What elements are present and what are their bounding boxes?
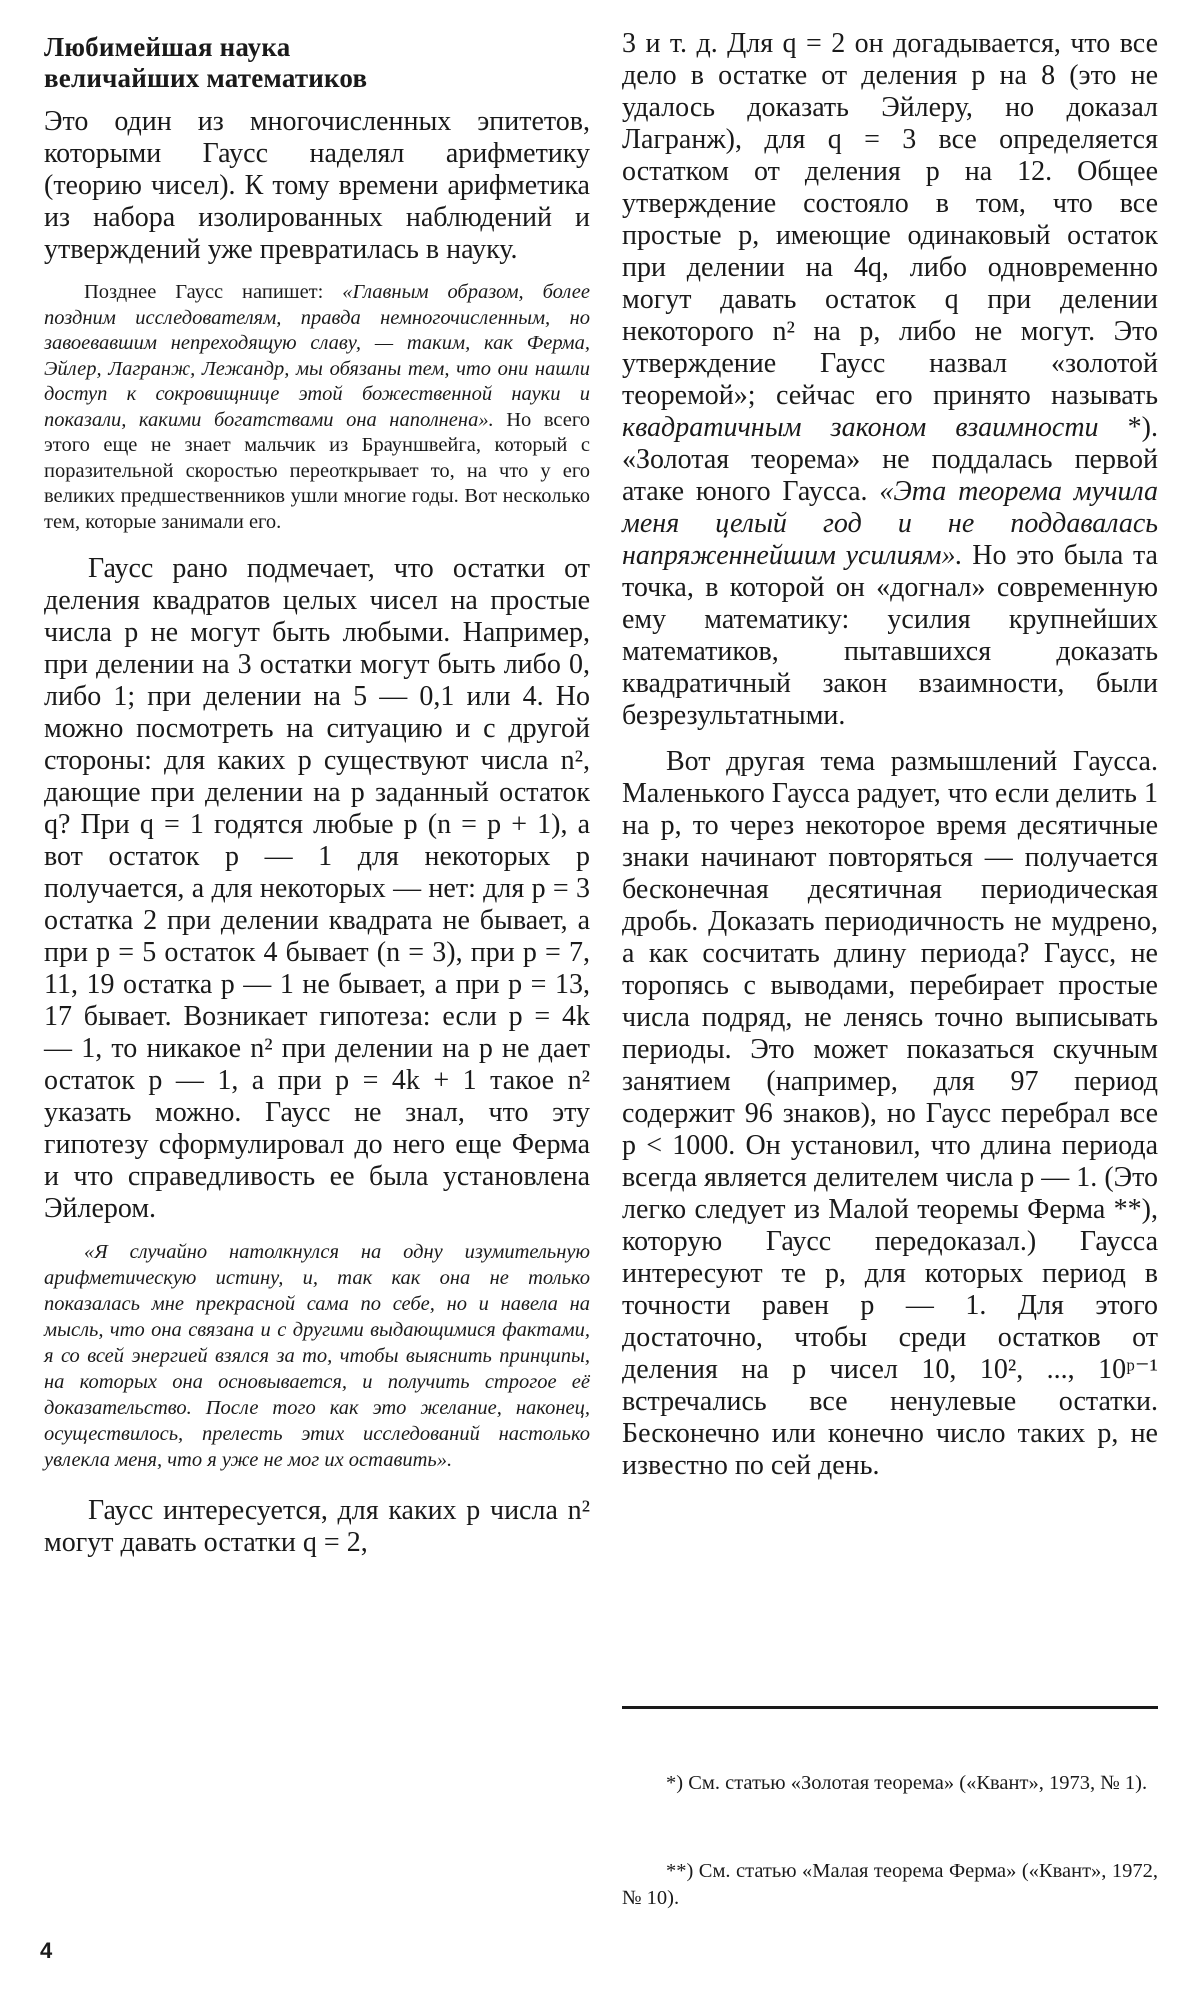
title-line-2: величайших математиков: [44, 63, 368, 93]
footnote-divider: [622, 1706, 1158, 1709]
note-quote: «Главным образом, более поздним исследователям, правда немногочисленным, но завоевавшим непреходящую славу, — таким, как Ферма, Эйлер, Лагранж, Лежандр, мы обязаны тем, что они нашли доступ к сокровищнице этой божественной науки и показали, какими богатствами она наполнена».: [44, 281, 590, 431]
right-column: [622, 28, 1158, 1496]
note-paragraph: [44, 280, 590, 535]
body-paragraph-3: Вот другая тема размышлений Гаусса. Маленького Гаусса радует, что если делить 1 на p, то через некоторое время десятичные знаки начинают повторяться — получается бесконечная десятичная периодическая дробь. Доказать периодичность не мудрено, а как сосчитать длину периода? Гаусс, не торопясь с выводами, перебирает простые числа подряд, не ленясь точно выписывать периоды. Это может показаться скучным занятием (например, для 97 период содержит 96 знаков), но Гаусс перебрал все p < 1000. Он установил, что длина периода всегда является делителем числа p — 1. (Это легко следует из Малой теоремы Ферма **), которую Гаусс передоказал.) Гаусса интересуют те p, для которых период в точности равен p — 1. Для этого достаточно, чтобы среди остатков от деления на p чисел 10, 10², ..., 10ᵖ⁻¹ встречались все ненулевые остатки. Бесконечно или конечно число таких p, не известно по сей день.: [622, 746, 1158, 1481]
reciprocity-law-term: квадратичным законом взаимности: [622, 412, 1099, 443]
para2-quote: «Эта теорема мучила меня целый год и не поддавалась напряженнейшим усилиям».: [622, 476, 1159, 571]
note-tail: Но всего этого еще не знает мальчик из Брауншвейга, который с поразительной скоростью переоткрывает то, на что у его великих предшественников ушли многие годы. Вот несколько тем, которые занимали его.: [44, 408, 591, 533]
para2-part-a: 3 и т. д. Для q = 2 он догадывается, что все дело в остатке от деления p на 8 (это не удалось доказать Эйлеру, но доказал Лагранж), для q = 3 все определяется остатком от деления p на 12. Общее утверждение состояло в том, что все простые p, имеющие одинаковый остаток при делении на 4q, либо одновременно могут давать остаток q при делении некоторого n² на p, либо не могут. Это утверждение Гаусс назвал «золотой теоремой»; сейчас его принято называть: [622, 28, 1158, 411]
para2-part-b: *). «Золотая теорема» не поддалась первой атаке юного Гаусса.: [622, 412, 1158, 507]
footnote-2: [622, 1858, 1158, 1912]
footnote-1-text: *) См. статью «Золотая теорема» («Квант», 1973, № 1).: [666, 1772, 1148, 1794]
article-title: [44, 32, 590, 94]
para2-part-c: Но это была та точка, в которой он «догнал» современную ему математику: усилия крупнейших математиков, пытавшихся доказать квадратичный закон взаимности, были безрезультатными.: [622, 540, 1158, 731]
body-paragraph-1: Гаусс рано подмечает, что остатки от деления квадратов целых чисел на простые числа p не могут быть любыми. Например, при делении на 3 остатки могут быть либо 0, либо 1; при делении на 5 — 0,1 или 4. Но можно посмотреть на ситуацию и с другой стороны: для каких p существуют числа n², дающие при делении на p заданный остаток q? При q = 1 годятся любые p (n = p + 1), а вот остаток p — 1 для некоторых p получается, а для некоторых — нет: для p = 3 остатка 2 при делении квадрата не бывает, а при p = 5 остаток 4 бывает (n = 3), при p = 7, 11, 19 остатка p — 1 не бывает, а при p = 13, 17 бывает. Возникает гипотеза: если p = 4k — 1, то никакое n² при делении на p не дает остаток p — 1, а при p = 4k + 1 такое n² указать можно. Гаусс не знал, что эту гипотезу сформулировал до него еще Ферма и что справедливость ее была установлена Эйлером.: [44, 553, 590, 1224]
gauss-quote: «Я случайно натолкнулся на одну изумительную арифметическую истину, и, так как она не только показалась мне прекрасной сама по себе, но и навела на мысль, что она связана и с другими выдающимися фактами, я со всей энергией взялся за то, чтобы выяснить принципы, на которых она основывается, и получить строгое её доказательство. После того как это желание, наконец, осуществилось, прелесть этих исследований настолько увлекла меня, что я уже не мог их оставить».: [44, 1241, 590, 1471]
intro-paragraph: Это один из многочисленных эпитетов, которыми Гаусс наделял арифметику (теорию чисел). К тому времени арифметика из набора изолированных наблюдений и утверждений уже превратилась в науку.: [44, 106, 590, 265]
body-paragraph-2-continued: [622, 28, 1158, 732]
page-number: 4: [40, 1938, 53, 1963]
body-paragraph-2-start: Гаусс интересуется, для каких p числа n² могут давать остатки q = 2,: [44, 1495, 590, 1558]
footnote-2-text: **) См. статью «Малая теорема Ферма» («Квант», 1972, № 10).: [622, 1860, 1158, 1909]
left-column: [44, 28, 590, 1573]
note-lead: Позднее Гаусс напишет:: [84, 281, 343, 303]
title-line-1: Любимейшая наука: [44, 32, 291, 62]
footnote-1: [622, 1770, 1158, 1797]
